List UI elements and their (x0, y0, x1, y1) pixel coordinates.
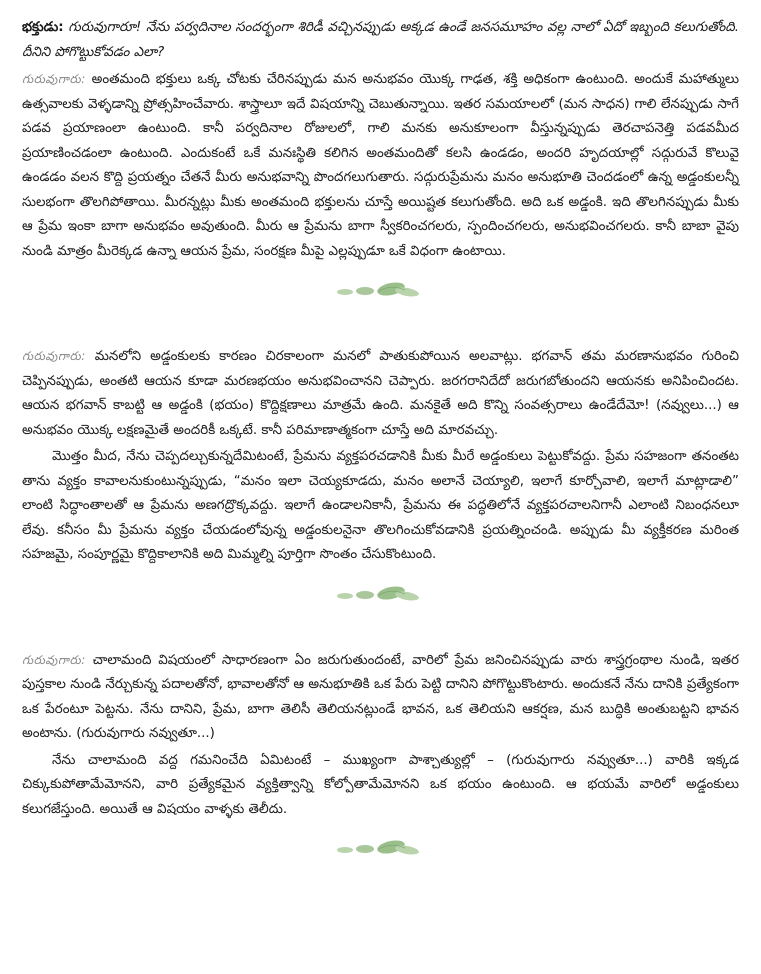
leaf-divider-icon (331, 584, 431, 604)
divider (22, 276, 739, 304)
answer-2-text: మనలోని అడ్డంకులకు కారణం చిరకాలంగా మనలో పాతుకుపోయిన అలవాట్లు. భగవాన్ తమ మరణానుభవం గురించి చెప్పినప్పుడు, అంతటి ఆయన కూడా మరణభయం అనుభవించానని చెప్పారు. జరగరానిదేదో జరుగబోతుందని ఆయనకు అనిపించిందట. ఆయన భగవాన్ కాబట్టి ఆ అడ్డంకి (భయం) కొద్దిక్షణాలు మాత్రమే ఉంది. మనకైతే అది కొన్ని సంవత్సరాలు ఉండేదేమో! (నవ్వులు...) ఆ అనుభవం యొక్క లక్షణమైతే అందరికీ ఒక్కటే. కానీ పరిమాణాత్మకంగా చూస్తే అది మారవచ్చు. (22, 349, 739, 438)
speaker-label: గురువుగారు: (22, 72, 86, 86)
speaker-label: గురువుగారు: (22, 349, 86, 363)
answer-2-followup: మొత్తం మీద, నేను చెప్పదల్చుకున్నదేమిటంటే, ప్రేమను వ్యక్తపరచడానికి మీకు మీరే అడ్డంకులు పెట్టుకోవద్దు. ప్రేమ సహజంగా తనంతట తాను వ్యక్తం కావాలనుకుంటున్నప్పుడు, “మనం ఇలా చెయ్యకూడదు, మనం అలానే చెయ్యాలి, ఇలాగే కూర్చోవాలి, ఇలాగే మాట్లాడాలి” లాంటి సిద్ధాంతాలతో ఆ ప్రేమను అణగద్రొక్కవద్దు. ఇలాగే ఉండాలనికానీ, ప్రేమను ఈ పద్ధతిలోనే వ్యక్తపరచాలనిగానీ ఎలాంటి నిబంధనలూ లేవు. కనీసం మీ ప్రేమను వ్యక్తం చేయడంలోవున్న అడ్డంకులనైనా తొలగించుకోవడానికి ప్రయత్నించండి. అప్పుడు మీ వ్యక్తీకరణ మరింత సహజమై, సంపూర్ణమై కొద్దికాలానికి అది మిమ్మల్ని పూర్తిగా సొంతం చేసుకొంటుంది. (22, 449, 739, 562)
answer-3-text: చాలామంది విషయంలో సాధారణంగా ఏం జరుగుతుందంటే, వారిలో ప్రేమ జనించినప్పుడు వారు శాస్త్రగ్రంథాల నుండి, ఇతర పుస్తకాల నుండి నేర్చుకున్న పదాలతోనో, భావాలతోనో ఆ అనుభూతికి ఒక పేరు పెట్టి దానిని పోగొట్టుకొంటారు. అందుకనే నేను దానికి ప్రత్యేకంగా ఒక పేరంటూ పెట్టను. నేను దానిని, ప్రేమ, బాగా తెలిసీ తెలియనట్లుండే భావన, ఒక తెలియని ఆకర్షణ, మన బుద్ధికి అంతుబట్టని భావన అంటాను. (గురువుగారు నవ్వుతూ...) (22, 652, 739, 741)
answer-3 (22, 648, 739, 747)
leaf-divider-icon (331, 838, 431, 858)
leaf-divider-icon (331, 280, 431, 300)
answer-3-followup: నేను చాలామంది వద్ద గమనించేది ఏమిటంటే – ముఖ్యంగా పాశ్చాత్యుల్లో – (గురువుగారు నవ్వుతూ...) వారికి ఇక్కడ చిక్కుకుపోతామేమోనని, వారి ప్రత్యేకమైన వ్యక్తిత్వాన్ని కోల్పోతామేమోనని ఒక భయం ఉంటుంది. ఆ భయమే వారిలో అడ్డంకులు కలుగజేస్తుంది. అయితే ఆ విషయం వాళ్ళకు తెలీదు. (22, 752, 739, 817)
question-paragraph (22, 16, 739, 65)
answer-2 (22, 344, 739, 443)
question-text: గురువుగారూ! నేను పర్వదినాల సందర్భంగా శిరిడీ వచ్చినప్పుడు అక్కడ ఉండే జనసమూహం వల్ల నాలో ఏదో ఇబ్బంది కలుగుతోంది. దీనిని పోగొట్టుకోవడం ఎలా? (22, 20, 739, 60)
answer-1-text: అంతమంది భక్తులు ఒక్క చోటకు చేరినప్పుడు మన అనుభవం యొక్క గాఢత, శక్తి అధికంగా ఉంటుంది. అందుకే మహాత్ములు ఉత్సవాలకు వెళ్ళడాన్ని ప్రోత్సహించేవారు. శాస్త్రాలూ ఇదే విషయాన్ని చెబుతున్నాయి. ఇతర సమయాలలో (మన సాధన) గాలి లేనప్పుడు సాగే పడవ ప్రయాణంలా ఉంటుంది. కానీ పర్వదినాల రోజులలో, గాలి మనకు అనుకూలంగా వీస్తున్నప్పుడు తెరచాపనెత్తి పడవమీద ప్రయాణించడంలా ఉంటుంది. ఎందుకంటే ఒకే మనఃస్థితి కలిగిన అంతమందితో కలసి ఉండడం, అందరి హృదయాల్లో సద్గురువే కొలువై ఉండడం వలన కొద్ది ప్రయత్నం చేతనే మీరు అనుభవాన్ని పొందగలుగుతారు. సద్గురుప్రేమను మనం అనుభూతి చెందడంలో ఉన్న అడ్డంకులన్నీ సులభంగా తొలగిపోతాయి. మీరన్నట్లు మీకు అంతమంది భక్తులను చూస్తే అయిష్టత కలుగుతోంది. అది ఒక అడ్డంకి. ఇది తొలగినప్పుడు మీకు ఆ ప్రేమ ఇంకా బాగా అనుభవం అవుతుంది. మీరు ఆ ప్రేమను బాగా స్వీకరించగలరు, స్పందించగలరు, అనుభవించగలరు. కానీ బాబా వైపు నుండి మాత్రం మీరెక్కడ ఉన్నా ఆయన ప్రేమ, సంరక్షణ మీపై ఎల్లప్పుడూ ఒకే విధంగా ఉంటాయి. (22, 72, 739, 259)
divider (22, 834, 739, 862)
divider (22, 580, 739, 608)
answer-1 (22, 67, 739, 264)
speaker-label: గురువుగారు: (22, 652, 86, 667)
devotee-label: భక్తుడు: (22, 20, 64, 35)
